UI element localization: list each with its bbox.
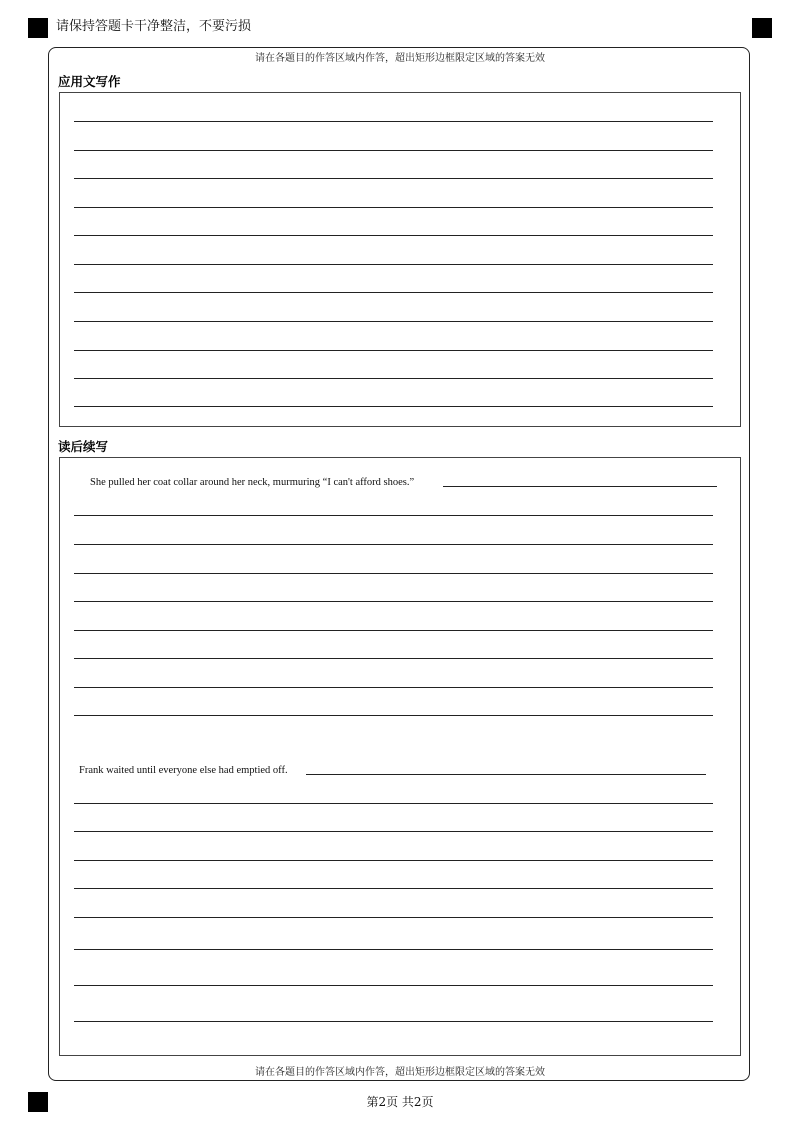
writing-line	[74, 406, 713, 407]
writing-line	[74, 831, 713, 832]
writing-line	[74, 178, 713, 179]
paragraph-2-fill-line	[306, 774, 706, 775]
instruction-top: 请在各题目的作答区域内作答，超出矩形边框限定区域的答案无效	[255, 53, 545, 64]
registration-mark-top-left	[28, 18, 48, 38]
writing-line	[74, 292, 713, 293]
writing-line	[74, 121, 713, 122]
writing-line	[74, 888, 713, 889]
writing-line	[74, 630, 713, 631]
writing-line	[74, 917, 713, 918]
writing-line	[74, 544, 713, 545]
writing-line	[74, 715, 713, 716]
paragraph-1-fill-line	[443, 486, 717, 487]
keep-clean-notice: 请保持答题卡干净整洁，不要污损	[56, 19, 252, 34]
paragraph-2-opening-sentence: Frank waited until everyone else had emptied off.	[79, 765, 288, 776]
writing-line	[74, 860, 713, 861]
writing-line	[74, 687, 713, 688]
paragraph-1-opening-sentence: She pulled her coat collar around her neck, murmuring “I can't afford shoes.”	[90, 477, 415, 488]
section-title-continuation-writing: 读后续写	[58, 439, 109, 454]
writing-line	[74, 350, 713, 351]
writing-line	[74, 207, 713, 208]
writing-line	[74, 803, 713, 804]
writing-line	[74, 1021, 713, 1022]
writing-line	[74, 573, 713, 574]
writing-line	[74, 515, 713, 516]
practical-writing-answer-box[interactable]	[59, 92, 741, 427]
writing-line	[74, 264, 713, 265]
writing-line	[74, 321, 713, 322]
writing-line	[74, 658, 713, 659]
writing-line	[74, 949, 713, 950]
page-number: 第2页 共2页	[366, 1095, 434, 1109]
section-title-practical-writing: 应用文写作	[58, 74, 121, 89]
writing-line	[74, 985, 713, 986]
continuation-writing-answer-box[interactable]	[59, 457, 741, 1056]
writing-line	[74, 601, 713, 602]
writing-line	[74, 378, 713, 379]
writing-line	[74, 235, 713, 236]
instruction-bottom: 请在各题目的作答区域内作答，超出矩形边框限定区域的答案无效	[255, 1067, 545, 1078]
registration-mark-top-right	[752, 18, 772, 38]
writing-line	[74, 150, 713, 151]
